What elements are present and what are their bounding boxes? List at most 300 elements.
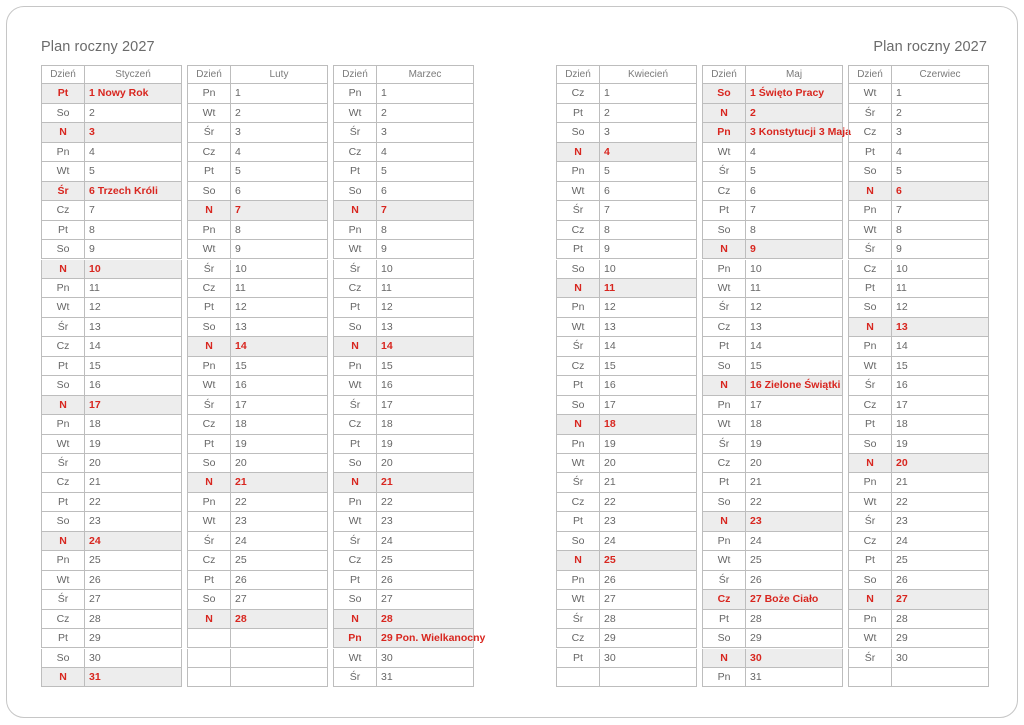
date-cell: 19 — [745, 435, 843, 454]
holiday-row — [41, 260, 182, 279]
month-header-row — [333, 65, 474, 84]
date-cell: 17 — [891, 396, 989, 415]
day-row — [333, 551, 474, 570]
day-row — [187, 318, 328, 337]
weekday-cell: So — [702, 493, 745, 512]
weekday-cell: Śr — [333, 260, 376, 279]
month-header-row — [848, 65, 989, 84]
weekday-cell: Pt — [848, 279, 891, 298]
weekday-cell: Pn — [187, 84, 230, 103]
date-cell: 12 — [376, 298, 474, 317]
month-table-2 — [333, 65, 486, 687]
date-cell — [599, 668, 697, 687]
weekday-cell: Cz — [848, 123, 891, 142]
day-row — [848, 240, 989, 259]
weekday-cell: N — [187, 610, 230, 629]
weekday-cell: So — [333, 590, 376, 609]
day-row — [848, 571, 989, 590]
date-cell: 29 Pon. Wielkanocny — [376, 629, 474, 648]
date-cell: 2 — [745, 104, 843, 123]
date-cell: 2 — [891, 104, 989, 123]
weekday-cell: Pn — [333, 357, 376, 376]
weekday-cell: Pt — [41, 357, 84, 376]
date-cell: 19 — [891, 435, 989, 454]
month-header-row — [187, 65, 328, 84]
day-row — [848, 610, 989, 629]
weekday-cell: Cz — [333, 279, 376, 298]
weekday-cell: Pt — [848, 551, 891, 570]
weekday-cell: N — [333, 610, 376, 629]
day-row — [848, 629, 989, 648]
date-cell: 15 — [891, 357, 989, 376]
weekday-cell: Pn — [41, 279, 84, 298]
date-cell: 15 — [84, 357, 182, 376]
day-row — [848, 532, 989, 551]
holiday-row — [41, 668, 182, 687]
weekday-cell: Pn — [41, 415, 84, 434]
day-row — [333, 357, 474, 376]
weekday-cell: Cz — [333, 143, 376, 162]
day-row — [702, 201, 843, 220]
weekday-cell: Pn — [333, 629, 376, 648]
weekday-cell: Wt — [556, 318, 599, 337]
weekday-cell: N — [556, 551, 599, 570]
date-cell: 2 — [84, 104, 182, 123]
day-row — [333, 123, 474, 142]
weekday-cell: N — [848, 182, 891, 201]
day-row — [556, 240, 697, 259]
weekday-cell: So — [848, 162, 891, 181]
date-cell: 19 — [376, 435, 474, 454]
weekday-cell: So — [556, 260, 599, 279]
weekday-cell: So — [702, 357, 745, 376]
day-row — [556, 532, 697, 551]
date-cell: 23 — [230, 512, 328, 531]
weekday-cell: Cz — [702, 318, 745, 337]
date-cell: 26 — [891, 571, 989, 590]
weekday-cell: Cz — [333, 415, 376, 434]
date-cell: 10 — [230, 260, 328, 279]
date-cell: 9 — [745, 240, 843, 259]
holiday-row — [702, 512, 843, 531]
month-name: Czerwiec — [891, 65, 989, 84]
day-row — [702, 298, 843, 317]
date-cell: 8 — [84, 221, 182, 240]
day-row — [556, 590, 697, 609]
date-cell: 27 — [376, 590, 474, 609]
day-row — [41, 551, 182, 570]
weekday-cell: Pt — [556, 512, 599, 531]
date-cell: 7 — [230, 201, 328, 220]
date-cell: 10 — [599, 260, 697, 279]
day-row — [41, 435, 182, 454]
day-row — [556, 201, 697, 220]
date-cell: 9 — [599, 240, 697, 259]
weekday-cell: Pt — [702, 610, 745, 629]
day-row — [187, 357, 328, 376]
date-cell: 30 — [891, 649, 989, 668]
weekday-cell: Cz — [702, 454, 745, 473]
weekday-cell: Wt — [702, 551, 745, 570]
day-row — [333, 532, 474, 551]
day-row — [41, 104, 182, 123]
date-cell: 9 — [376, 240, 474, 259]
weekday-cell: Cz — [187, 279, 230, 298]
date-cell: 14 — [230, 337, 328, 356]
date-cell: 16 — [891, 376, 989, 395]
weekday-cell: Pn — [702, 123, 745, 142]
date-cell: 11 — [745, 279, 843, 298]
weekday-cell: Pt — [187, 435, 230, 454]
day-row — [848, 668, 989, 687]
date-cell: 27 — [230, 590, 328, 609]
date-cell: 25 — [376, 551, 474, 570]
weekday-cell: Wt — [556, 182, 599, 201]
date-cell: 30 — [599, 649, 697, 668]
weekday-cell: Śr — [848, 649, 891, 668]
weekday-cell: Pt — [702, 201, 745, 220]
date-cell: 28 — [84, 610, 182, 629]
holiday-row — [702, 590, 843, 609]
date-cell: 22 — [599, 493, 697, 512]
date-cell: 9 — [891, 240, 989, 259]
date-cell: 22 — [376, 493, 474, 512]
weekday-cell: Śr — [187, 396, 230, 415]
date-cell: 22 — [891, 493, 989, 512]
weekday-cell: Cz — [333, 551, 376, 570]
month-table-1 — [187, 65, 328, 687]
date-cell: 3 — [84, 123, 182, 142]
day-row — [187, 493, 328, 512]
date-cell: 18 — [376, 415, 474, 434]
date-cell: 5 — [230, 162, 328, 181]
day-row — [848, 473, 989, 492]
day-row — [333, 396, 474, 415]
month-header-row — [556, 65, 697, 84]
day-row — [41, 571, 182, 590]
date-cell: 15 — [599, 357, 697, 376]
date-cell: 15 — [376, 357, 474, 376]
holiday-row — [848, 454, 989, 473]
day-row — [187, 240, 328, 259]
date-cell: 18 — [745, 415, 843, 434]
day-row — [556, 84, 697, 103]
weekday-cell: Wt — [333, 649, 376, 668]
weekday-cell: N — [848, 454, 891, 473]
day-row — [333, 84, 474, 103]
weekday-cell: Cz — [556, 493, 599, 512]
date-cell: 27 Boże Ciało — [745, 590, 843, 609]
day-row — [702, 435, 843, 454]
day-row — [333, 512, 474, 531]
holiday-row — [41, 182, 182, 201]
day-row — [41, 512, 182, 531]
holiday-row — [187, 337, 328, 356]
month-table-0 — [41, 65, 182, 687]
date-cell: 14 — [891, 337, 989, 356]
date-cell: 12 — [891, 298, 989, 317]
day-row — [41, 415, 182, 434]
date-cell: 18 — [230, 415, 328, 434]
day-row — [702, 493, 843, 512]
day-row — [333, 279, 474, 298]
date-cell: 21 — [84, 473, 182, 492]
date-cell: 17 — [230, 396, 328, 415]
date-cell: 7 — [745, 201, 843, 220]
day-row — [41, 610, 182, 629]
date-cell: 13 — [84, 318, 182, 337]
day-row — [848, 649, 989, 668]
weekday-cell: Pt — [702, 337, 745, 356]
date-cell: 10 — [891, 260, 989, 279]
date-cell: 23 — [84, 512, 182, 531]
weekday-cell: Śr — [702, 435, 745, 454]
date-cell: 13 — [376, 318, 474, 337]
date-cell: 12 — [84, 298, 182, 317]
day-row — [187, 298, 328, 317]
day-row — [41, 376, 182, 395]
day-row — [848, 221, 989, 240]
holiday-row — [41, 84, 182, 103]
date-cell: 29 — [745, 629, 843, 648]
weekday-cell: Wt — [187, 376, 230, 395]
day-row — [702, 571, 843, 590]
weekday-cell: Śr — [556, 337, 599, 356]
weekday-cell: N — [187, 201, 230, 220]
day-row — [556, 221, 697, 240]
holiday-row — [556, 143, 697, 162]
date-cell: 21 — [745, 473, 843, 492]
day-row — [556, 610, 697, 629]
weekday-cell: So — [41, 649, 84, 668]
date-cell: 4 — [84, 143, 182, 162]
date-cell: 30 — [84, 649, 182, 668]
holiday-row — [333, 473, 474, 492]
date-cell: 3 Konstytucji 3 Maja — [745, 123, 843, 142]
day-column-header: Dzień — [187, 65, 230, 84]
weekday-cell: N — [702, 649, 745, 668]
day-row — [41, 201, 182, 220]
date-cell: 4 — [230, 143, 328, 162]
weekday-cell: So — [556, 123, 599, 142]
day-row — [848, 123, 989, 142]
month-table-3 — [556, 65, 697, 687]
weekday-cell: Śr — [187, 532, 230, 551]
date-cell: 16 — [376, 376, 474, 395]
date-cell: 11 — [230, 279, 328, 298]
day-row — [848, 357, 989, 376]
day-row — [848, 415, 989, 434]
day-row — [187, 376, 328, 395]
weekday-cell: Wt — [41, 298, 84, 317]
date-cell: 1 Nowy Rok — [84, 84, 182, 103]
date-cell: 11 — [891, 279, 989, 298]
day-row — [848, 376, 989, 395]
date-cell: 28 — [745, 610, 843, 629]
day-row — [848, 493, 989, 512]
date-cell: 11 — [376, 279, 474, 298]
day-row — [187, 551, 328, 570]
day-row — [848, 143, 989, 162]
weekday-cell: So — [41, 512, 84, 531]
weekday-cell: Cz — [187, 551, 230, 570]
date-cell: 19 — [84, 435, 182, 454]
date-cell: 14 — [84, 337, 182, 356]
weekday-cell: N — [333, 201, 376, 220]
date-cell: 12 — [230, 298, 328, 317]
day-row — [187, 454, 328, 473]
day-row — [41, 454, 182, 473]
day-row — [187, 435, 328, 454]
weekday-cell: Śr — [702, 571, 745, 590]
weekday-cell: Cz — [187, 143, 230, 162]
weekday-cell: Pn — [556, 298, 599, 317]
weekday-cell: Śr — [333, 396, 376, 415]
date-cell: 13 — [891, 318, 989, 337]
date-cell: 8 — [376, 221, 474, 240]
weekday-cell: Śr — [187, 123, 230, 142]
day-row — [848, 260, 989, 279]
day-row — [702, 396, 843, 415]
weekday-cell: Wt — [556, 454, 599, 473]
holiday-row — [848, 182, 989, 201]
holiday-row — [848, 318, 989, 337]
day-row — [187, 415, 328, 434]
date-cell: 7 — [891, 201, 989, 220]
day-row — [702, 551, 843, 570]
weekday-cell: N — [556, 415, 599, 434]
date-cell: 6 — [891, 182, 989, 201]
date-cell: 5 — [745, 162, 843, 181]
weekday-cell: So — [556, 396, 599, 415]
weekday-cell: Wt — [187, 512, 230, 531]
weekday-cell: Pn — [41, 551, 84, 570]
date-cell — [230, 668, 328, 687]
date-cell: 8 — [891, 221, 989, 240]
day-row — [41, 143, 182, 162]
weekday-cell: Śr — [556, 610, 599, 629]
day-column-header: Dzień — [41, 65, 84, 84]
day-row — [333, 162, 474, 181]
day-row — [333, 104, 474, 123]
day-column-header: Dzień — [333, 65, 376, 84]
holiday-row — [702, 123, 851, 142]
weekday-cell: Pt — [848, 143, 891, 162]
weekday-cell: Pn — [333, 84, 376, 103]
weekday-cell: Śr — [848, 104, 891, 123]
weekday-cell: N — [41, 123, 84, 142]
weekday-cell: Pt — [41, 629, 84, 648]
weekday-cell: Wt — [848, 221, 891, 240]
day-row — [556, 123, 697, 142]
date-cell: 22 — [84, 493, 182, 512]
weekday-cell: Pn — [187, 493, 230, 512]
date-cell: 30 — [376, 649, 474, 668]
date-cell: 28 — [230, 610, 328, 629]
day-row — [187, 512, 328, 531]
day-row — [333, 240, 474, 259]
date-cell: 28 — [599, 610, 697, 629]
weekday-cell: Cz — [848, 532, 891, 551]
weekday-cell: So — [848, 298, 891, 317]
day-row — [702, 415, 843, 434]
date-cell: 13 — [599, 318, 697, 337]
weekday-cell: Pn — [702, 396, 745, 415]
date-cell: 5 — [599, 162, 697, 181]
weekday-cell: So — [333, 318, 376, 337]
day-row — [41, 298, 182, 317]
date-cell: 26 — [599, 571, 697, 590]
weekday-cell: Śr — [41, 182, 84, 201]
weekday-cell: Pn — [848, 201, 891, 220]
day-row — [41, 357, 182, 376]
weekday-cell: Pn — [187, 357, 230, 376]
weekday-cell: Wt — [702, 143, 745, 162]
date-cell: 16 — [599, 376, 697, 395]
date-cell: 12 — [599, 298, 697, 317]
holiday-row — [187, 473, 328, 492]
date-cell: 1 — [891, 84, 989, 103]
weekday-cell: So — [187, 318, 230, 337]
day-row — [556, 337, 697, 356]
date-cell: 15 — [745, 357, 843, 376]
date-cell: 23 — [376, 512, 474, 531]
date-cell: 26 — [84, 571, 182, 590]
day-row — [702, 221, 843, 240]
weekday-cell: So — [333, 182, 376, 201]
weekday-cell: So — [702, 629, 745, 648]
day-row — [187, 260, 328, 279]
holiday-row — [702, 649, 843, 668]
day-row — [556, 318, 697, 337]
weekday-cell: So — [702, 221, 745, 240]
date-cell: 7 — [376, 201, 474, 220]
date-cell: 7 — [599, 201, 697, 220]
date-cell: 29 — [599, 629, 697, 648]
day-row — [556, 473, 697, 492]
weekday-cell: Śr — [187, 260, 230, 279]
day-row — [702, 337, 843, 356]
date-cell: 24 — [599, 532, 697, 551]
date-cell: 11 — [599, 279, 697, 298]
weekday-cell: Pt — [187, 298, 230, 317]
date-cell: 25 — [891, 551, 989, 570]
day-row — [333, 454, 474, 473]
date-cell: 20 — [599, 454, 697, 473]
date-cell: 21 — [230, 473, 328, 492]
date-cell: 4 — [599, 143, 697, 162]
weekday-cell: So — [41, 376, 84, 395]
date-cell: 10 — [745, 260, 843, 279]
weekday-cell: N — [556, 279, 599, 298]
date-cell: 12 — [745, 298, 843, 317]
date-cell: 5 — [891, 162, 989, 181]
day-row — [702, 668, 843, 687]
weekday-cell: N — [702, 376, 745, 395]
day-row — [333, 318, 474, 337]
weekday-cell: Pn — [848, 337, 891, 356]
date-cell: 25 — [745, 551, 843, 570]
day-row — [556, 493, 697, 512]
day-row — [556, 357, 697, 376]
weekday-cell: N — [702, 240, 745, 259]
date-cell: 25 — [84, 551, 182, 570]
date-cell: 6 Trzech Króli — [84, 182, 182, 201]
weekday-cell: Pn — [702, 532, 745, 551]
day-row — [333, 493, 474, 512]
holiday-row — [333, 629, 486, 648]
weekday-cell: So — [848, 435, 891, 454]
